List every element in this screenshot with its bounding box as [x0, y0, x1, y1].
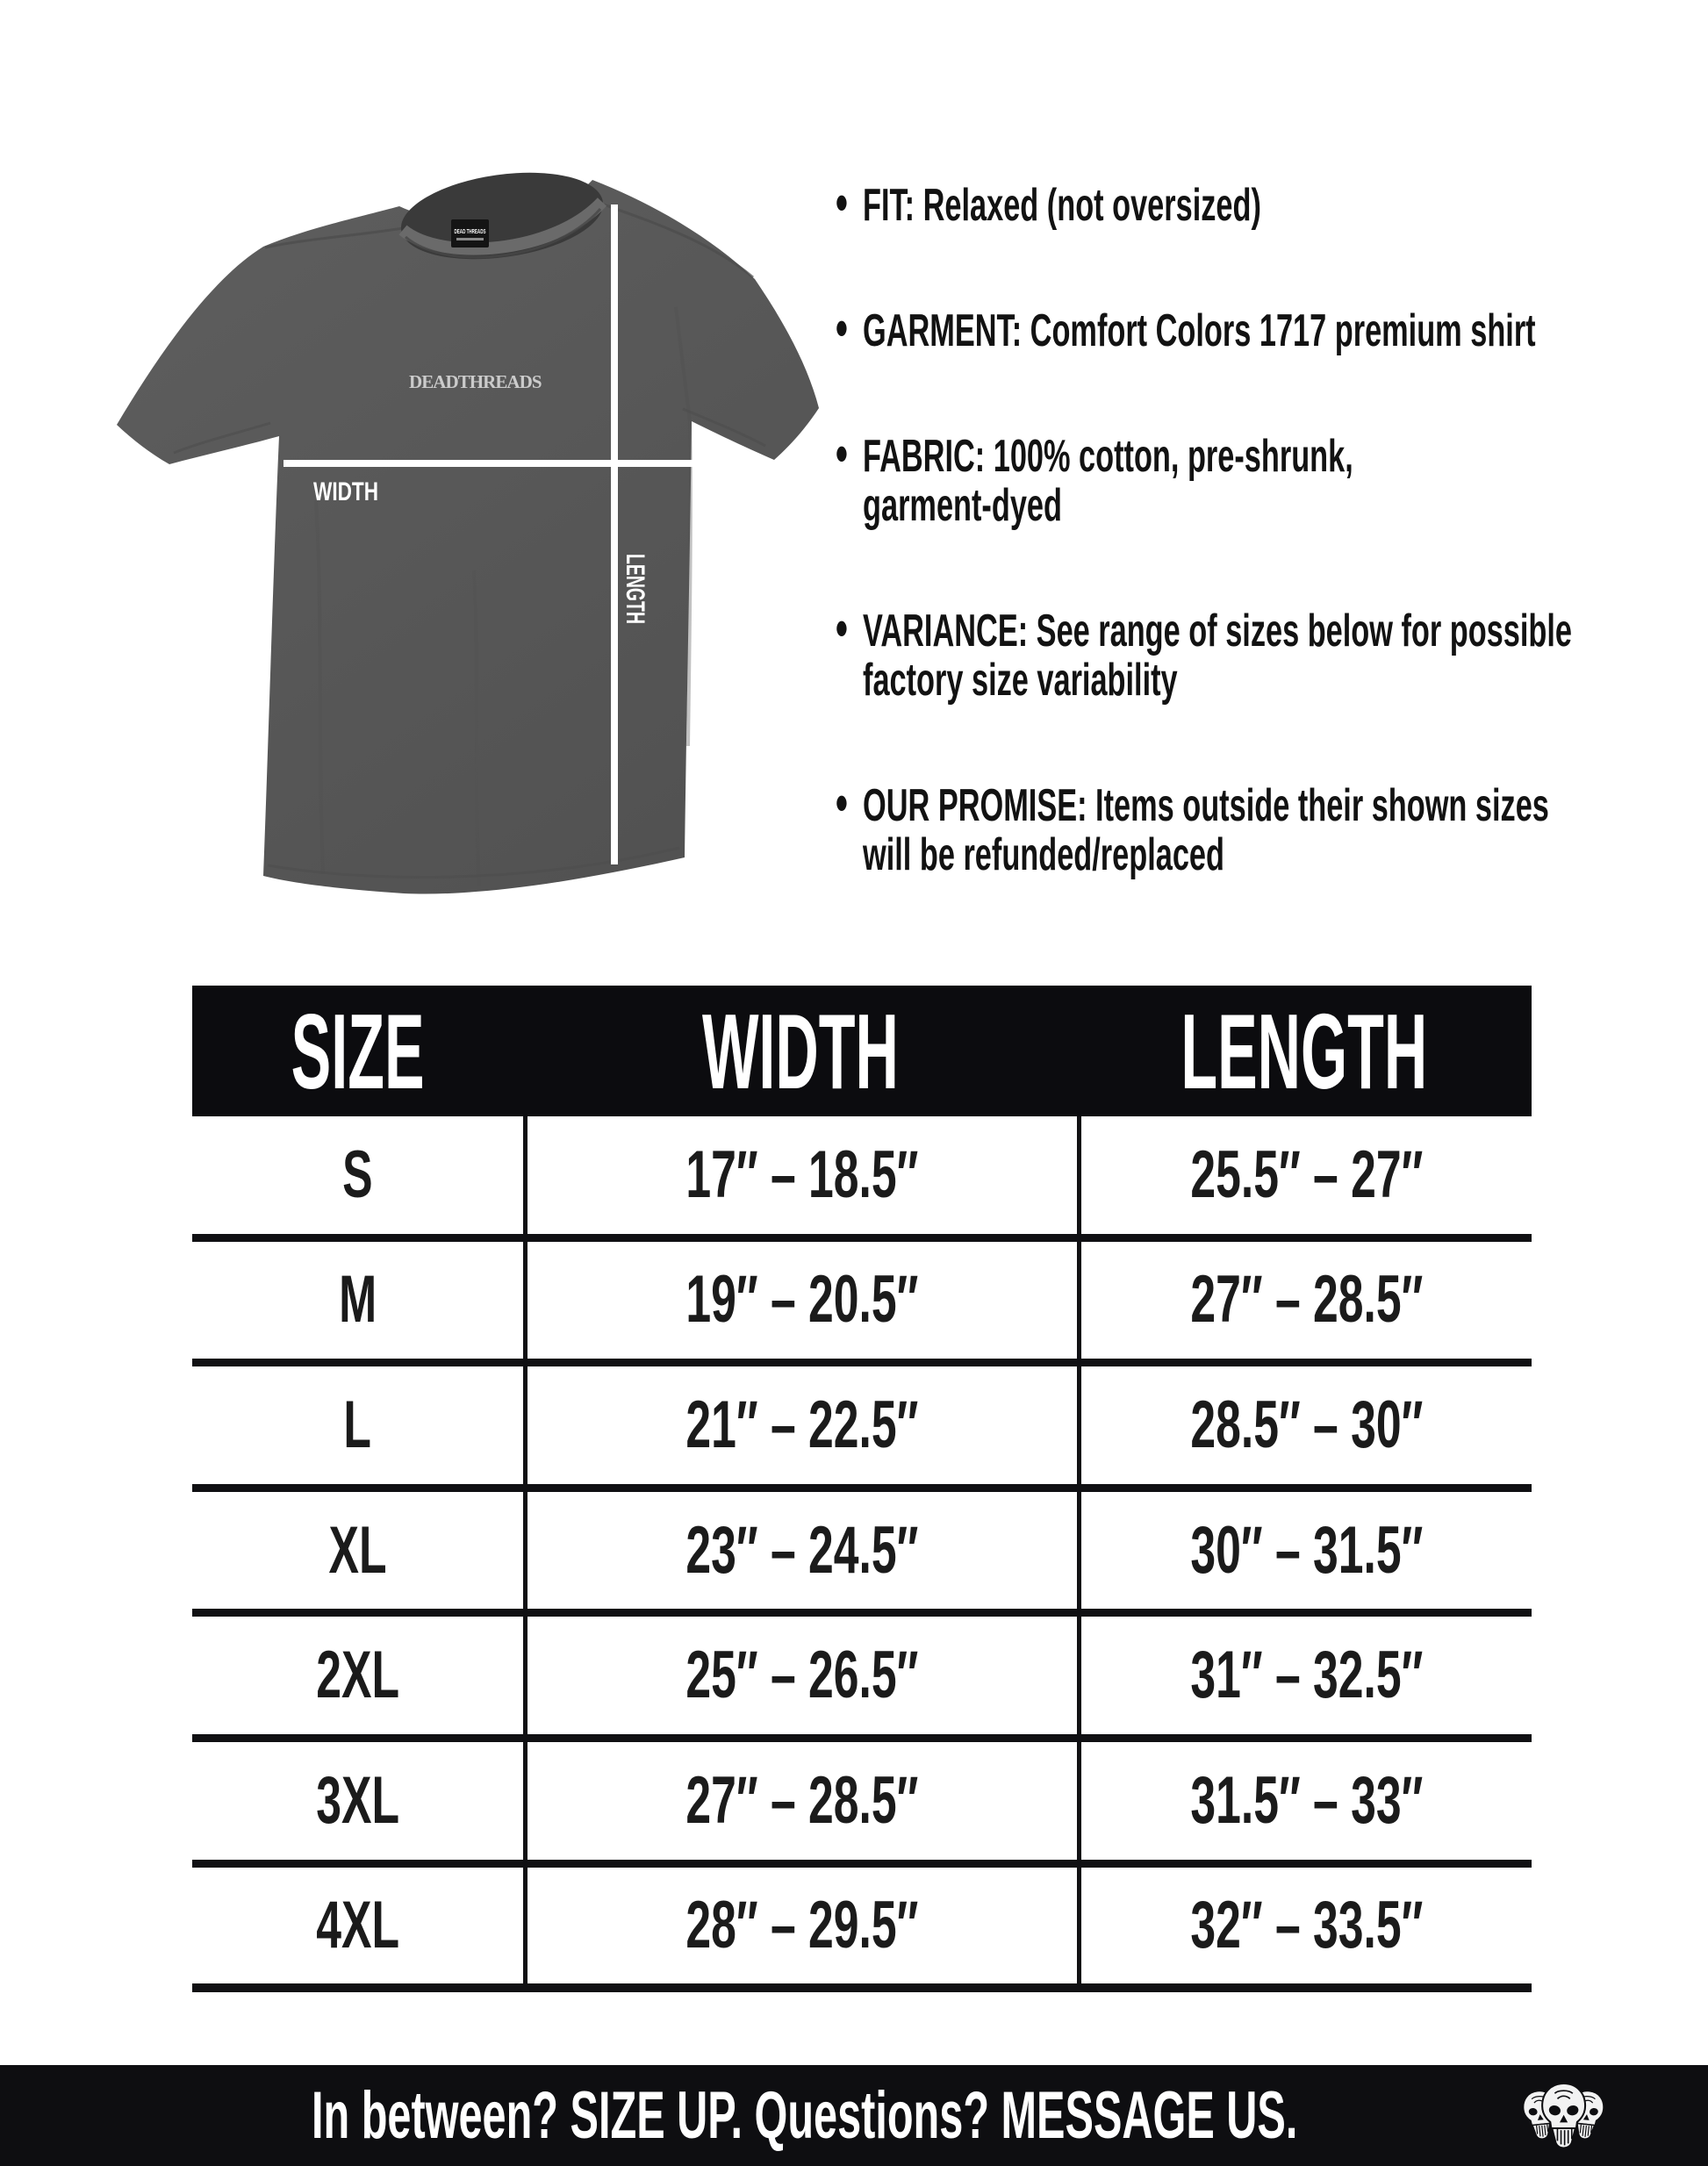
brand-print: DEADTHREADS	[409, 371, 548, 392]
width-cell: 23″ – 24.5″	[523, 1492, 1077, 1610]
bullet-garment	[836, 306, 1647, 355]
size-cell: 2XL	[316, 1638, 399, 1713]
size-cell: 3XL	[316, 1762, 399, 1838]
neck-label-text: DEAD THREADS	[454, 229, 486, 235]
width-cell: 19″ – 20.5″	[523, 1242, 1077, 1359]
width-line-label: WIDTH	[313, 477, 378, 506]
size-cell: L	[343, 1387, 372, 1462]
length-line-label: LENGTH	[621, 554, 649, 663]
footer-bar	[0, 2065, 1708, 2166]
bullet-line: • OUR PROMISE: Items outside their shown sizes	[863, 780, 1549, 831]
width-cell: 21″ – 22.5″	[523, 1366, 1077, 1484]
header-length: LENGTH	[1181, 991, 1428, 1111]
width-cell: 17″ – 18.5″	[523, 1116, 1077, 1234]
bullet-line: • FIT: Relaxed (not oversized)	[863, 180, 1261, 231]
bullet-line: garment-dyed	[863, 480, 1062, 531]
size-chart-header	[192, 986, 1532, 1116]
size-row-s	[192, 1116, 1532, 1242]
size-row-3xl	[192, 1742, 1532, 1868]
size-cell: 4XL	[316, 1887, 399, 1962]
bullet-fabric	[836, 432, 1647, 530]
size-row-l	[192, 1366, 1532, 1492]
size-cell: M	[338, 1262, 377, 1338]
length-cell: 25.5″ – 27″	[1077, 1116, 1532, 1234]
width-cell: 27″ – 28.5″	[523, 1742, 1077, 1860]
header-size: SIZE	[291, 991, 425, 1111]
bullet-promise	[836, 781, 1647, 879]
footer-message-text: In between? SIZE UP. Questions? MESSAGE US.	[312, 2077, 1298, 2153]
bullet-fit	[836, 181, 1647, 230]
length-cell: 28.5″ – 30″	[1077, 1366, 1532, 1484]
size-row-4xl	[192, 1868, 1532, 1993]
size-row-m	[192, 1242, 1532, 1367]
length-cell: 32″ – 33.5″	[1077, 1868, 1532, 1984]
size-chart-table	[192, 986, 1532, 1992]
width-measure-line	[283, 460, 693, 467]
bullet-line: • GARMENT: Comfort Colors 1717 premium shirt	[863, 305, 1536, 356]
length-cell: 31.5″ – 33″	[1077, 1742, 1532, 1860]
tshirt-silhouette	[117, 180, 819, 894]
tshirt-size-diagram	[97, 132, 834, 913]
bullet-line: • VARIANCE: See range of sizes below for possible	[863, 606, 1572, 656]
length-cell: 30″ – 31.5″	[1077, 1492, 1532, 1610]
length-measure-line	[611, 204, 618, 864]
header-width: WIDTH	[701, 991, 899, 1111]
bullet-line: will be refunded/replaced	[863, 829, 1224, 880]
length-cell: 31″ – 32.5″	[1077, 1617, 1532, 1734]
size-row-xl	[192, 1492, 1532, 1617]
size-cell: S	[342, 1137, 373, 1212]
size-row-2xl	[192, 1617, 1532, 1742]
bullet-line: factory size variability	[863, 655, 1178, 706]
width-cell: 25″ – 26.5″	[523, 1617, 1077, 1734]
size-cell: XL	[328, 1512, 387, 1588]
three-skulls-icon	[1522, 2082, 1606, 2150]
neck-label	[451, 219, 489, 247]
bullet-variance	[836, 606, 1647, 705]
bullet-line: • FABRIC: 100% cotton, pre-shrunk,	[863, 431, 1353, 482]
width-cell: 28″ – 29.5″	[523, 1868, 1077, 1984]
footer-message	[0, 2065, 1610, 2166]
product-details-list	[836, 181, 1647, 956]
length-cell: 27″ – 28.5″	[1077, 1242, 1532, 1359]
